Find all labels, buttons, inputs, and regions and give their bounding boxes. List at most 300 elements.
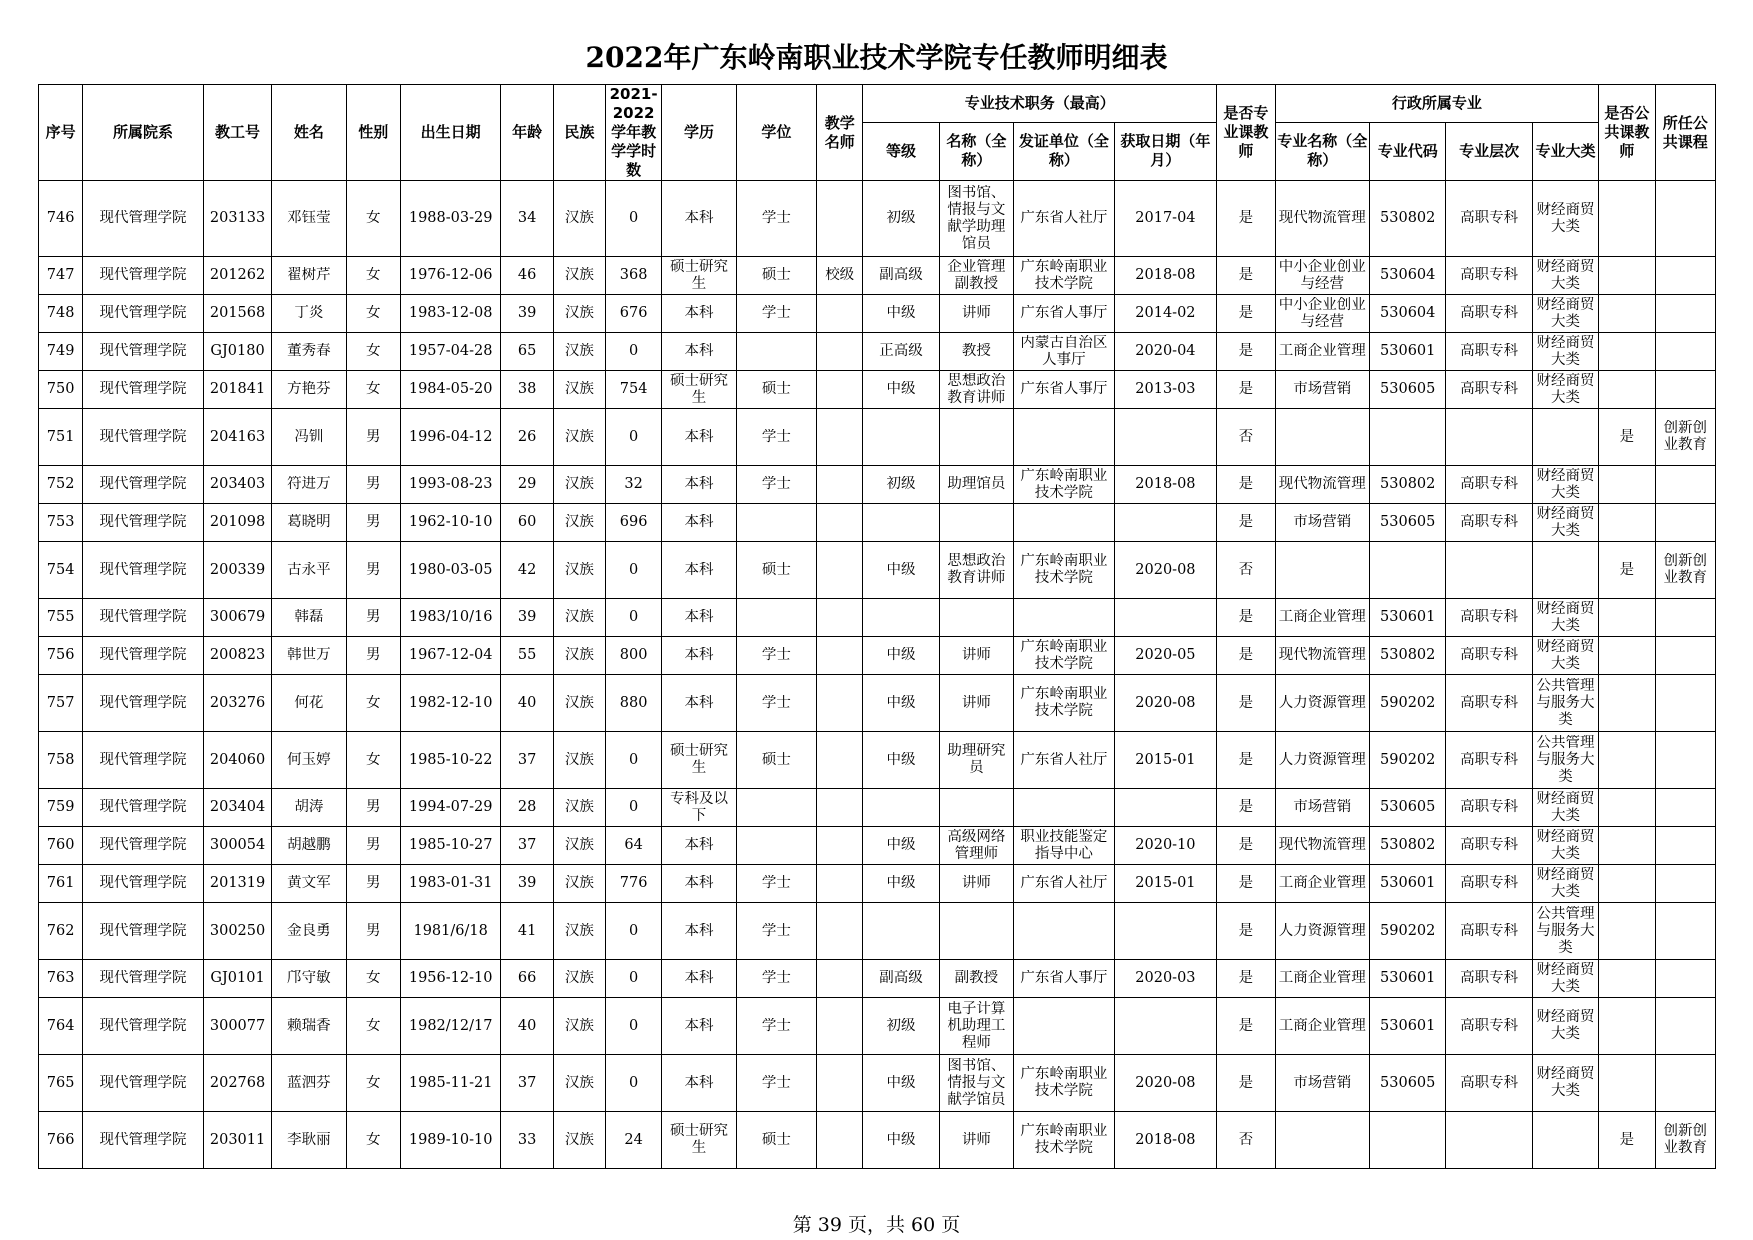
cell-course (1655, 371, 1715, 409)
cell-ethnic: 汉族 (553, 827, 605, 865)
header-title-group: 专业技术职务（最高） (863, 85, 1217, 123)
cell-major: 是 (1217, 181, 1275, 257)
cell-date: 2018-08 (1114, 1112, 1217, 1169)
cell-famous (817, 181, 863, 257)
cell-degree: 学士 (736, 865, 816, 903)
cell-age: 42 (501, 542, 553, 599)
cell-mname: 市场营销 (1275, 504, 1370, 542)
cell-course: 创新创业教育 (1655, 1112, 1715, 1169)
cell-mcode: 530605 (1370, 504, 1446, 542)
cell-id: 201098 (203, 504, 271, 542)
table-body (39, 181, 1716, 1169)
cell-dept: 现代管理学院 (83, 1055, 204, 1112)
cell-tname: 助理馆员 (939, 466, 1013, 504)
cell-course (1655, 1055, 1715, 1112)
cell-mlevel: 高职专科 (1446, 827, 1532, 865)
cell-edu: 本科 (662, 827, 736, 865)
cell-hours: 0 (605, 1055, 661, 1112)
header-title-issuer: 发证单位（全称） (1014, 122, 1115, 180)
header-is-major: 是否专业课教师 (1217, 85, 1275, 181)
header-dept: 所属院系 (83, 85, 204, 181)
cell-dept: 现代管理学院 (83, 504, 204, 542)
cell-pub: 是 (1599, 1112, 1655, 1169)
cell-gender: 女 (346, 257, 400, 295)
cell-age: 34 (501, 181, 553, 257)
cell-mcat: 公共管理与服务大类 (1532, 732, 1598, 789)
cell-pub (1599, 504, 1655, 542)
cell-hours: 0 (605, 903, 661, 960)
cell-mname: 现代物流管理 (1275, 181, 1370, 257)
cell-gender: 女 (346, 1055, 400, 1112)
cell-issuer: 广东省人社厅 (1014, 865, 1115, 903)
cell-mcode: 590202 (1370, 732, 1446, 789)
table-row (39, 599, 1716, 637)
cell-degree: 学士 (736, 1055, 816, 1112)
table-row (39, 371, 1716, 409)
cell-mcode: 590202 (1370, 903, 1446, 960)
cell-pub (1599, 675, 1655, 732)
header-public-course: 所任公共课程 (1655, 85, 1715, 181)
cell-mcat: 财经商贸大类 (1532, 466, 1598, 504)
cell-date: 2020-08 (1114, 675, 1217, 732)
cell-hours: 64 (605, 827, 661, 865)
cell-famous (817, 998, 863, 1055)
cell-pub (1599, 181, 1655, 257)
cell-ethnic: 汉族 (553, 789, 605, 827)
cell-mcode: 530802 (1370, 637, 1446, 675)
cell-id: 203403 (203, 466, 271, 504)
cell-edu: 本科 (662, 1055, 736, 1112)
cell-name: 赖瑞香 (272, 998, 346, 1055)
cell-major: 是 (1217, 903, 1275, 960)
cell-mcode: 530605 (1370, 1055, 1446, 1112)
cell-mcat: 财经商贸大类 (1532, 960, 1598, 998)
cell-gender: 男 (346, 827, 400, 865)
cell-birth: 1994-07-29 (400, 789, 501, 827)
cell-name: 何花 (272, 675, 346, 732)
cell-gender: 男 (346, 903, 400, 960)
cell-pub: 是 (1599, 542, 1655, 599)
cell-dept: 现代管理学院 (83, 181, 204, 257)
cell-name: 韩磊 (272, 599, 346, 637)
cell-course (1655, 827, 1715, 865)
cell-id: 201568 (203, 295, 271, 333)
cell-pub (1599, 998, 1655, 1055)
cell-date: 2020-10 (1114, 827, 1217, 865)
cell-seq: 762 (39, 903, 83, 960)
cell-mlevel: 高职专科 (1446, 333, 1532, 371)
cell-mcode: 530601 (1370, 333, 1446, 371)
cell-mcat: 财经商贸大类 (1532, 181, 1598, 257)
header-name: 姓名 (272, 85, 346, 181)
cell-major: 是 (1217, 371, 1275, 409)
cell-name: 韩世万 (272, 637, 346, 675)
cell-seq: 764 (39, 998, 83, 1055)
cell-date: 2018-08 (1114, 466, 1217, 504)
cell-tname: 思想政治教育讲师 (939, 542, 1013, 599)
cell-date (1114, 504, 1217, 542)
table-row (39, 903, 1716, 960)
cell-course (1655, 903, 1715, 960)
cell-hours: 0 (605, 732, 661, 789)
cell-age: 33 (501, 1112, 553, 1169)
cell-major: 是 (1217, 998, 1275, 1055)
page-title: 2022年广东岭南职业技术学院专任教师明细表 (585, 41, 1168, 74)
cell-ethnic: 汉族 (553, 542, 605, 599)
cell-degree: 学士 (736, 181, 816, 257)
cell-degree: 硕士 (736, 371, 816, 409)
cell-birth: 1980-03-05 (400, 542, 501, 599)
cell-date: 2017-04 (1114, 181, 1217, 257)
cell-issuer: 广东岭南职业技术学院 (1014, 466, 1115, 504)
table-row (39, 998, 1716, 1055)
cell-seq: 750 (39, 371, 83, 409)
cell-seq: 752 (39, 466, 83, 504)
cell-course (1655, 333, 1715, 371)
cell-pub (1599, 732, 1655, 789)
cell-mcode: 530601 (1370, 960, 1446, 998)
cell-dept: 现代管理学院 (83, 599, 204, 637)
cell-degree: 学士 (736, 960, 816, 998)
cell-seq: 757 (39, 675, 83, 732)
cell-mcat (1532, 409, 1598, 466)
cell-date: 2020-08 (1114, 542, 1217, 599)
cell-tname (939, 903, 1013, 960)
cell-hours: 0 (605, 789, 661, 827)
cell-gender: 男 (346, 466, 400, 504)
cell-mlevel (1446, 1112, 1532, 1169)
cell-name: 葛晓明 (272, 504, 346, 542)
cell-name: 董秀春 (272, 333, 346, 371)
cell-dept: 现代管理学院 (83, 732, 204, 789)
cell-gender: 女 (346, 675, 400, 732)
cell-ethnic: 汉族 (553, 637, 605, 675)
cell-mcat: 财经商贸大类 (1532, 1055, 1598, 1112)
table-row (39, 333, 1716, 371)
cell-issuer: 广东岭南职业技术学院 (1014, 542, 1115, 599)
cell-major: 否 (1217, 542, 1275, 599)
cell-birth: 1996-04-12 (400, 409, 501, 466)
cell-birth: 1956-12-10 (400, 960, 501, 998)
cell-degree: 学士 (736, 409, 816, 466)
cell-issuer (1014, 504, 1115, 542)
cell-birth: 1967-12-04 (400, 637, 501, 675)
cell-degree: 硕士 (736, 257, 816, 295)
cell-mname: 工商企业管理 (1275, 865, 1370, 903)
cell-age: 39 (501, 865, 553, 903)
cell-pub (1599, 960, 1655, 998)
cell-name: 符进万 (272, 466, 346, 504)
cell-birth: 1983/10/16 (400, 599, 501, 637)
cell-mname (1275, 1112, 1370, 1169)
cell-edu: 本科 (662, 542, 736, 599)
cell-dept: 现代管理学院 (83, 295, 204, 333)
cell-ethnic: 汉族 (553, 371, 605, 409)
cell-name: 金良勇 (272, 903, 346, 960)
cell-birth: 1962-10-10 (400, 504, 501, 542)
cell-gender: 男 (346, 542, 400, 599)
cell-mcat: 财经商贸大类 (1532, 257, 1598, 295)
cell-issuer: 广东省人社厅 (1014, 181, 1115, 257)
cell-seq: 760 (39, 827, 83, 865)
cell-mlevel: 高职专科 (1446, 1055, 1532, 1112)
cell-name: 方艳芬 (272, 371, 346, 409)
cell-course (1655, 599, 1715, 637)
cell-date: 2020-05 (1114, 637, 1217, 675)
cell-course (1655, 865, 1715, 903)
cell-mlevel: 高职专科 (1446, 466, 1532, 504)
cell-id: 204060 (203, 732, 271, 789)
cell-ethnic: 汉族 (553, 295, 605, 333)
cell-famous (817, 789, 863, 827)
cell-tname (939, 789, 1013, 827)
cell-tname: 讲师 (939, 1112, 1013, 1169)
cell-birth: 1976-12-06 (400, 257, 501, 295)
cell-mname: 工商企业管理 (1275, 333, 1370, 371)
cell-date: 2020-08 (1114, 1055, 1217, 1112)
cell-hours: 800 (605, 637, 661, 675)
cell-mcat (1532, 542, 1598, 599)
cell-mcode: 530802 (1370, 181, 1446, 257)
cell-course (1655, 637, 1715, 675)
cell-birth: 1985-10-27 (400, 827, 501, 865)
header-ethnic: 民族 (553, 85, 605, 181)
cell-name: 胡涛 (272, 789, 346, 827)
cell-dept: 现代管理学院 (83, 865, 204, 903)
cell-date: 2020-04 (1114, 333, 1217, 371)
cell-mcat: 财经商贸大类 (1532, 789, 1598, 827)
cell-famous (817, 732, 863, 789)
cell-degree (736, 504, 816, 542)
cell-name: 胡越鹏 (272, 827, 346, 865)
teacher-table (38, 84, 1716, 1169)
cell-age: 66 (501, 960, 553, 998)
cell-gender: 男 (346, 865, 400, 903)
cell-age: 29 (501, 466, 553, 504)
cell-mname: 现代物流管理 (1275, 466, 1370, 504)
cell-age: 60 (501, 504, 553, 542)
cell-issuer: 广东岭南职业技术学院 (1014, 675, 1115, 732)
cell-level: 中级 (863, 542, 939, 599)
cell-pub: 是 (1599, 409, 1655, 466)
cell-edu: 硕士研究生 (662, 257, 736, 295)
cell-mcode: 530605 (1370, 789, 1446, 827)
cell-ethnic: 汉族 (553, 409, 605, 466)
cell-degree: 学士 (736, 466, 816, 504)
cell-issuer: 职业技能鉴定指导中心 (1014, 827, 1115, 865)
cell-issuer: 广东省人事厅 (1014, 960, 1115, 998)
cell-date (1114, 789, 1217, 827)
cell-ethnic: 汉族 (553, 1055, 605, 1112)
cell-issuer: 广东岭南职业技术学院 (1014, 637, 1115, 675)
cell-mlevel: 高职专科 (1446, 865, 1532, 903)
cell-tname (939, 504, 1013, 542)
cell-ethnic: 汉族 (553, 865, 605, 903)
cell-id: GJ0101 (203, 960, 271, 998)
cell-mname: 人力资源管理 (1275, 903, 1370, 960)
cell-dept: 现代管理学院 (83, 371, 204, 409)
cell-edu: 本科 (662, 409, 736, 466)
cell-edu: 本科 (662, 295, 736, 333)
cell-level: 初级 (863, 466, 939, 504)
header-birth: 出生日期 (400, 85, 501, 181)
cell-issuer (1014, 903, 1115, 960)
header-gender: 性别 (346, 85, 400, 181)
cell-gender: 女 (346, 371, 400, 409)
cell-hours: 368 (605, 257, 661, 295)
cell-id: GJ0180 (203, 333, 271, 371)
cell-degree: 硕士 (736, 1112, 816, 1169)
cell-degree: 学士 (736, 675, 816, 732)
cell-name: 古永平 (272, 542, 346, 599)
cell-seq: 748 (39, 295, 83, 333)
cell-ethnic: 汉族 (553, 466, 605, 504)
cell-mlevel: 高职专科 (1446, 960, 1532, 998)
cell-gender: 男 (346, 599, 400, 637)
cell-seq: 755 (39, 599, 83, 637)
cell-gender: 男 (346, 789, 400, 827)
cell-birth: 1989-10-10 (400, 1112, 501, 1169)
cell-age: 37 (501, 1055, 553, 1112)
cell-mname: 人力资源管理 (1275, 675, 1370, 732)
cell-name: 蓝泗芬 (272, 1055, 346, 1112)
cell-age: 39 (501, 295, 553, 333)
header-title-date: 获取日期（年月） (1114, 122, 1217, 180)
cell-name: 邓钰莹 (272, 181, 346, 257)
cell-date (1114, 599, 1217, 637)
cell-birth: 1983-01-31 (400, 865, 501, 903)
cell-pub (1599, 903, 1655, 960)
cell-gender: 女 (346, 960, 400, 998)
cell-mlevel: 高职专科 (1446, 675, 1532, 732)
table-row (39, 181, 1716, 257)
cell-seq: 749 (39, 333, 83, 371)
cell-level: 中级 (863, 1055, 939, 1112)
cell-course (1655, 732, 1715, 789)
table-row (39, 466, 1716, 504)
cell-birth: 1983-12-08 (400, 295, 501, 333)
cell-major: 是 (1217, 675, 1275, 732)
cell-tname: 讲师 (939, 675, 1013, 732)
cell-issuer (1014, 599, 1115, 637)
cell-ethnic: 汉族 (553, 1112, 605, 1169)
cell-level: 中级 (863, 732, 939, 789)
cell-major: 是 (1217, 827, 1275, 865)
cell-age: 38 (501, 371, 553, 409)
cell-pub (1599, 865, 1655, 903)
cell-mname: 现代物流管理 (1275, 637, 1370, 675)
cell-dept: 现代管理学院 (83, 960, 204, 998)
cell-issuer (1014, 409, 1115, 466)
cell-date: 2015-01 (1114, 865, 1217, 903)
cell-gender: 男 (346, 637, 400, 675)
cell-tname: 企业管理副教授 (939, 257, 1013, 295)
header-major-level: 专业层次 (1446, 122, 1532, 180)
cell-gender: 男 (346, 504, 400, 542)
cell-mname: 工商企业管理 (1275, 599, 1370, 637)
cell-course: 创新创业教育 (1655, 409, 1715, 466)
cell-date (1114, 409, 1217, 466)
cell-famous (817, 371, 863, 409)
cell-name: 邝守敏 (272, 960, 346, 998)
cell-birth: 1993-08-23 (400, 466, 501, 504)
cell-age: 40 (501, 675, 553, 732)
header-famous: 教学名师 (817, 85, 863, 181)
cell-famous (817, 504, 863, 542)
cell-edu: 硕士研究生 (662, 1112, 736, 1169)
cell-level: 副高级 (863, 960, 939, 998)
cell-seq: 746 (39, 181, 83, 257)
cell-mcat: 公共管理与服务大类 (1532, 675, 1598, 732)
cell-mname (1275, 542, 1370, 599)
cell-major: 是 (1217, 1055, 1275, 1112)
cell-hours: 0 (605, 409, 661, 466)
cell-pub (1599, 333, 1655, 371)
header-edu: 学历 (662, 85, 736, 181)
cell-mname: 市场营销 (1275, 1055, 1370, 1112)
cell-dept: 现代管理学院 (83, 466, 204, 504)
cell-name: 冯钏 (272, 409, 346, 466)
cell-dept: 现代管理学院 (83, 333, 204, 371)
cell-ethnic: 汉族 (553, 504, 605, 542)
cell-id: 203276 (203, 675, 271, 732)
cell-hours: 776 (605, 865, 661, 903)
cell-birth: 1957-04-28 (400, 333, 501, 371)
table-row (39, 257, 1716, 295)
header-major-name: 专业名称（全称） (1275, 122, 1370, 180)
cell-seq: 765 (39, 1055, 83, 1112)
cell-famous: 校级 (817, 257, 863, 295)
cell-famous (817, 827, 863, 865)
header-title-name: 名称（全称） (939, 122, 1013, 180)
cell-pub (1599, 466, 1655, 504)
header-seq: 序号 (39, 85, 83, 181)
cell-mlevel: 高职专科 (1446, 732, 1532, 789)
cell-pub (1599, 371, 1655, 409)
header-is-public: 是否公共课教师 (1599, 85, 1655, 181)
cell-id: 300250 (203, 903, 271, 960)
cell-mcode (1370, 542, 1446, 599)
cell-major: 否 (1217, 1112, 1275, 1169)
cell-seq: 761 (39, 865, 83, 903)
cell-famous (817, 865, 863, 903)
cell-level (863, 599, 939, 637)
cell-seq: 758 (39, 732, 83, 789)
cell-level (863, 504, 939, 542)
cell-edu: 硕士研究生 (662, 371, 736, 409)
cell-level (863, 903, 939, 960)
cell-seq: 759 (39, 789, 83, 827)
cell-degree: 硕士 (736, 732, 816, 789)
table-row (39, 789, 1716, 827)
cell-mcode (1370, 409, 1446, 466)
cell-birth: 1988-03-29 (400, 181, 501, 257)
cell-birth: 1985-10-22 (400, 732, 501, 789)
cell-mlevel: 高职专科 (1446, 257, 1532, 295)
cell-tname (939, 599, 1013, 637)
cell-mname: 现代物流管理 (1275, 827, 1370, 865)
cell-age: 55 (501, 637, 553, 675)
cell-degree: 学士 (736, 637, 816, 675)
cell-mcode: 530601 (1370, 998, 1446, 1055)
cell-edu: 本科 (662, 504, 736, 542)
cell-date (1114, 998, 1217, 1055)
cell-famous (817, 542, 863, 599)
cell-dept: 现代管理学院 (83, 998, 204, 1055)
cell-dept: 现代管理学院 (83, 542, 204, 599)
cell-famous (817, 1112, 863, 1169)
cell-mname (1275, 409, 1370, 466)
